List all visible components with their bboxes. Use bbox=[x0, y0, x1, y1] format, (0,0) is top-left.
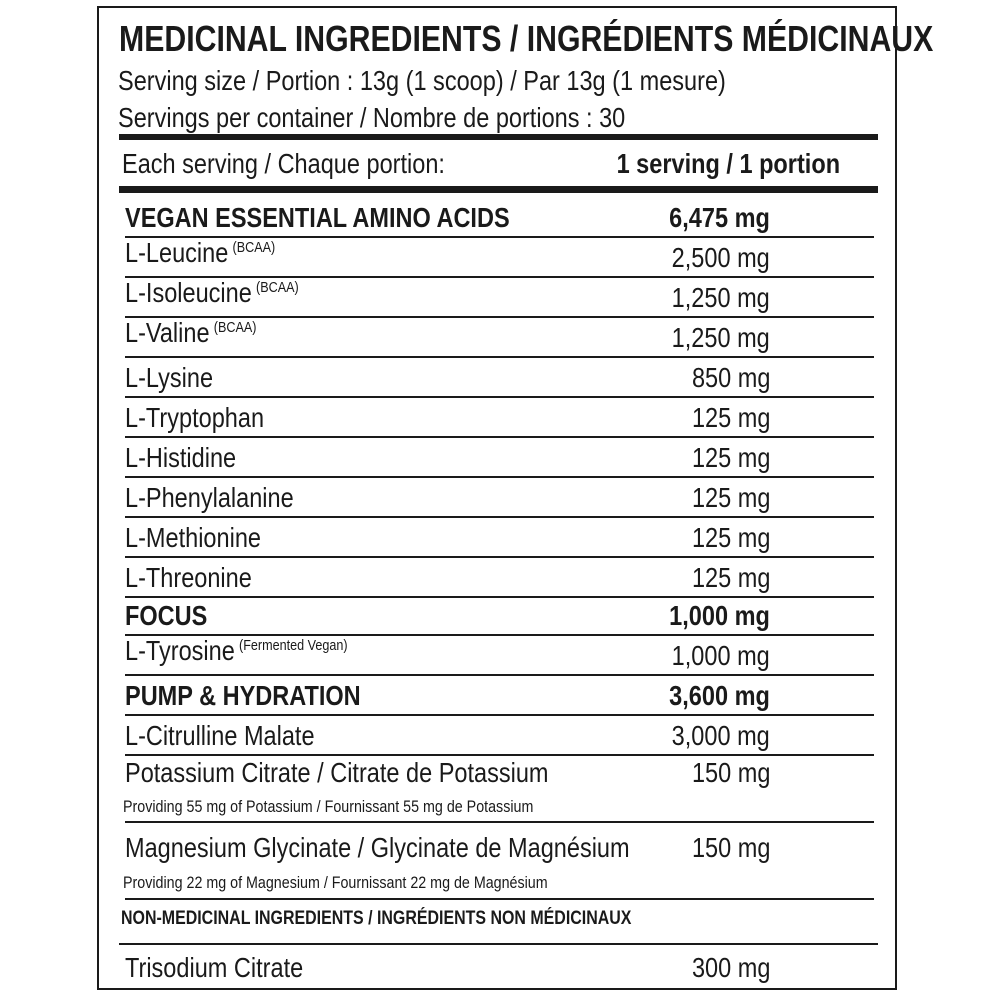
ingredient-name: L-Threonine bbox=[125, 562, 252, 593]
ingredient-note: Providing 22 mg of Magnesium / Fournissant 22 mg de Magnésium bbox=[123, 873, 548, 892]
ingredient-tag: (Fermented Vegan) bbox=[239, 637, 348, 654]
ingredient-amount: 150 mg bbox=[691, 757, 770, 788]
non-medicinal-heading: NON-MEDICINAL INGREDIENTS / INGRÉDIENTS NON MÉDICINAUX bbox=[121, 908, 632, 929]
ingredient-name: L-Tryptophan bbox=[125, 402, 265, 433]
ingredient-row bbox=[125, 716, 874, 756]
ingredient-row bbox=[125, 478, 874, 518]
ingredient-row bbox=[125, 238, 874, 278]
ingredient-row bbox=[125, 518, 874, 558]
ingredient-note: Providing 55 mg of Potassium / Fournissant 55 mg de Potassium bbox=[123, 797, 534, 816]
ingredient-row bbox=[125, 278, 874, 318]
column-header-label: Each serving / Chaque portion: bbox=[122, 148, 445, 179]
ingredient-row bbox=[125, 636, 874, 676]
ingredient-amount: 300 mg bbox=[691, 952, 770, 983]
ingredient-row bbox=[125, 358, 874, 398]
section-total: 3,600 mg bbox=[669, 680, 770, 711]
ingredient-amount: 1,000 mg bbox=[671, 640, 770, 671]
serving-size: Serving size / Portion : 13g (1 scoop) / Par 13g (1 mesure) bbox=[118, 65, 726, 96]
ingredient-row bbox=[125, 438, 874, 478]
ingredient-name: L-Histidine bbox=[125, 442, 237, 473]
section-row-focus bbox=[125, 598, 874, 636]
section-total: 6,475 mg bbox=[669, 202, 770, 233]
ingredient-name: L-Isoleucine $^{(BCAA)}$ bbox=[125, 277, 299, 308]
ingredient-tag: (BCAA) bbox=[256, 279, 299, 296]
ingredient-row-with-note bbox=[125, 823, 874, 900]
ingredient-row bbox=[125, 318, 874, 358]
ingredient-name: L-Lysine bbox=[125, 362, 214, 393]
ingredient-amount: 125 mg bbox=[691, 482, 770, 513]
section-row-pump-hydration bbox=[125, 676, 874, 716]
ingredient-name: Magnesium Glycinate / Glycinate de Magnésium bbox=[125, 832, 630, 863]
ingredient-amount: 1,250 mg bbox=[671, 282, 770, 313]
ingredient-amount: 1,250 mg bbox=[671, 322, 770, 353]
ingredient-tag: (BCAA) bbox=[232, 239, 276, 256]
ingredient-name: L-Phenylalanine bbox=[125, 482, 294, 513]
ingredient-name: L-Leucine $^{(BCAA)}$ bbox=[125, 237, 276, 268]
ingredient-name: L-Tyrosine $^{(Fermented Vegan)}$ bbox=[125, 635, 348, 666]
ingredient-row bbox=[125, 558, 874, 598]
supplement-facts-panel bbox=[97, 6, 934, 990]
section-name: VEGAN ESSENTIAL AMINO ACIDS bbox=[125, 202, 510, 233]
section-row-amino-acids bbox=[125, 198, 874, 238]
ingredient-row bbox=[125, 398, 874, 438]
servings-per-container: Servings per container / Nombre de portions : 30 bbox=[118, 102, 626, 133]
section-total: 1,000 mg bbox=[669, 600, 770, 631]
top-thick-rule bbox=[119, 134, 878, 140]
ingredient-amount: 2,500 mg bbox=[671, 242, 770, 273]
ingredient-row bbox=[125, 946, 874, 986]
column-header-amount: 1 serving / 1 portion bbox=[616, 148, 840, 179]
ingredient-name: Trisodium Citrate bbox=[125, 952, 304, 983]
ingredient-amount: 850 mg bbox=[691, 362, 770, 393]
non-medicinal-rule bbox=[119, 943, 878, 945]
panel-title: MEDICINAL INGREDIENTS / INGRÉDIENTS MÉDICINAUX bbox=[119, 18, 934, 59]
ingredient-amount: 125 mg bbox=[691, 522, 770, 553]
ingredient-name: L-Citrulline Malate bbox=[125, 720, 315, 751]
ingredient-tag: (BCAA) bbox=[213, 319, 257, 336]
ingredient-name: L-Valine $^{(BCAA)}$ bbox=[125, 317, 257, 348]
ingredient-name: Potassium Citrate / Citrate de Potassium bbox=[125, 757, 549, 788]
ingredient-name: L-Methionine bbox=[125, 522, 261, 553]
section-name: PUMP & HYDRATION bbox=[125, 680, 361, 711]
ingredient-amount: 125 mg bbox=[691, 402, 770, 433]
ingredient-row-with-note bbox=[125, 756, 874, 823]
ingredient-amount: 125 mg bbox=[691, 562, 770, 593]
column-header-thick-rule bbox=[119, 186, 878, 193]
section-name: FOCUS bbox=[125, 600, 208, 631]
ingredient-amount: 150 mg bbox=[691, 832, 770, 863]
ingredient-amount: 3,000 mg bbox=[671, 720, 770, 751]
ingredient-amount: 125 mg bbox=[691, 442, 770, 473]
